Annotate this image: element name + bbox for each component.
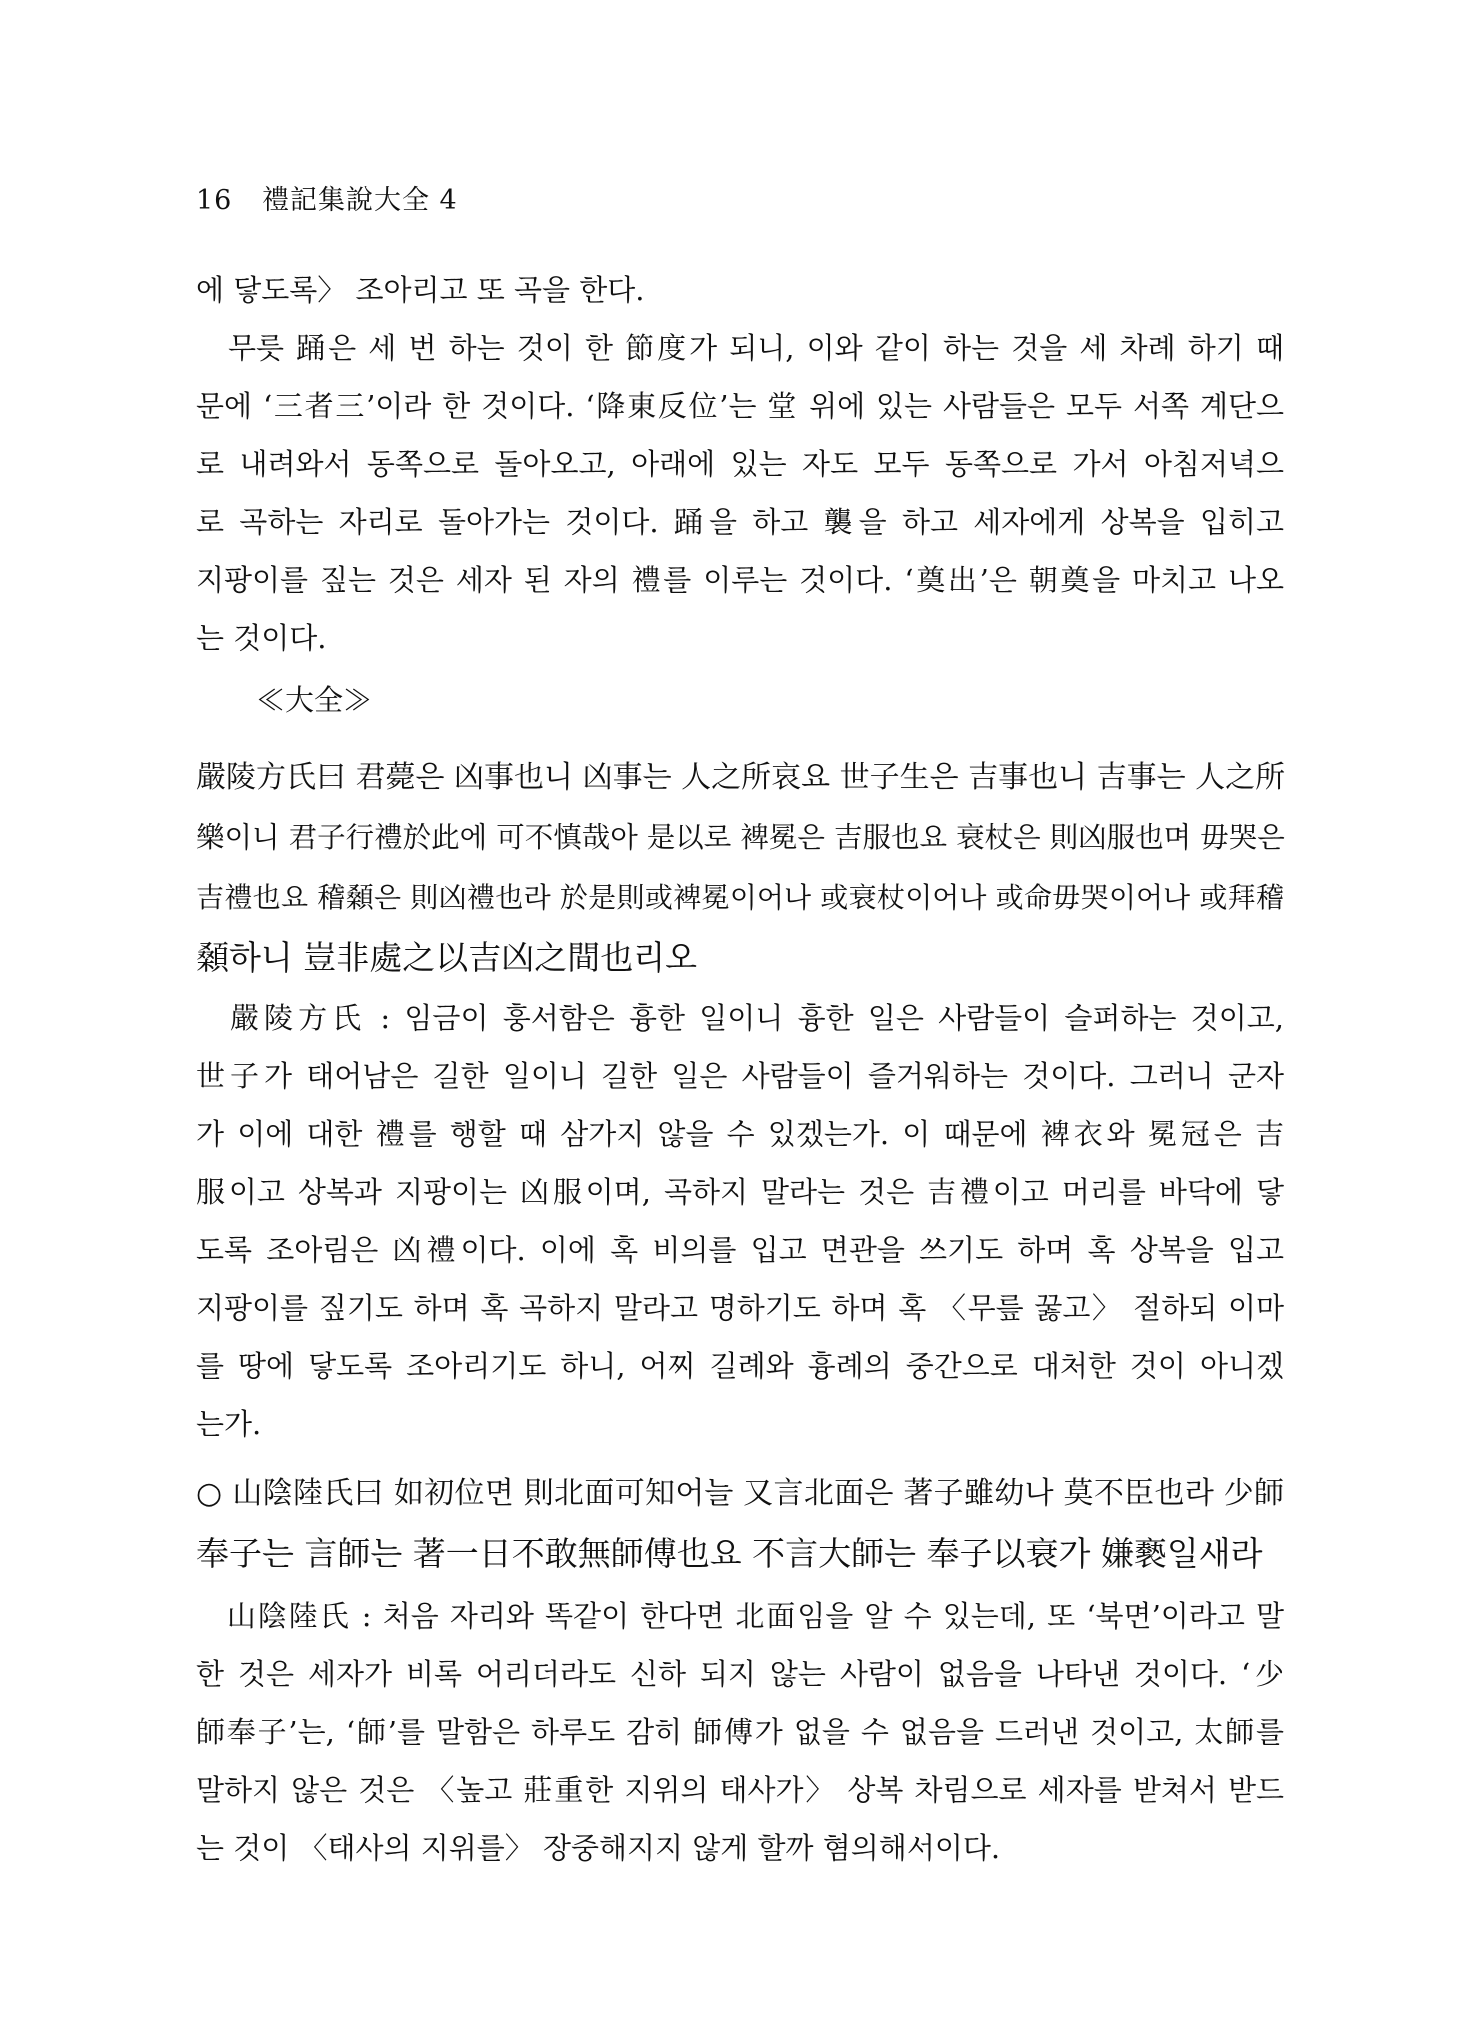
book-title: 禮記集說大全 4	[261, 185, 458, 216]
original-text-line: 吉禮也요 稽顙은 則凶禮也라 於是則或裨冕이어나 或衰杖이어나 或命毋哭이어나 或拜稽	[196, 881, 1284, 914]
text-line: 로 내려와서 동쪽으로 돌아오고, 아래에 있는 자도 모두 동쪽으로 가서 아침저녁으	[196, 447, 1284, 481]
section-heading: ≪大全≫	[256, 683, 373, 717]
text-line: 는가.	[196, 1407, 262, 1441]
text-line: 말하지 않은 것은 〈높고 莊重한 지위의 태사가〉 상복 차림으로 세자를 받쳐서 받드	[196, 1773, 1284, 1807]
original-text-line: 嚴陵方氏曰 君薨은 凶事也니 凶事는 人之所哀요 世子生은 吉事也니 吉事는 人之所	[196, 760, 1286, 795]
original-text-line: 樂이니 君子行禮於此에 可不慎哉아 是以로 裨冕은 吉服也요 衰杖은 則凶服也며 毋哭은	[196, 821, 1285, 854]
original-text-line: 顙하니 豈非處之以吉凶之間也리오	[196, 938, 698, 977]
text-line: 지팡이를 짚는 것은 세자 된 자의 禮를 이루는 것이다. ‘奠出’은 朝奠을 마치고 나오	[196, 563, 1284, 597]
text-line: 를 땅에 닿도록 조아리기도 하니, 어찌 길례와 흉례의 중간으로 대처한 것이 아니겠	[196, 1349, 1284, 1383]
text-line: 로 곡하는 자리로 돌아가는 것이다. 踊을 하고 襲을 하고 세자에게 상복을 입히고	[196, 505, 1284, 539]
text-line: 嚴陵方氏 : 임금이 훙서함은 흉한 일이니 흉한 일은 사람들이 슬퍼하는 것이고,	[196, 1001, 1284, 1035]
original-text-line: 奉子는 言師는 著一日不敢無師傅也요 不言大師는 奉子以衰가 嫌褻일새라	[196, 1534, 1263, 1573]
text-line: 師奉子’는, ‘師’를 말함은 하루도 감히 師傅가 없을 수 없음을 드러낸 것이고, 太師를	[196, 1715, 1284, 1749]
text-line: 도록 조아림은 凶禮이다. 이에 혹 비의를 입고 면관을 쓰기도 하며 혹 상복을 입고	[196, 1233, 1284, 1267]
text-line: 는 것이다.	[196, 621, 327, 655]
text-line: 에 닿도록〉 조아리고 또 곡을 한다.	[196, 273, 645, 307]
running-header	[196, 178, 458, 217]
text-line: 문에 ‘三者三’이라 한 것이다. ‘降東反位’는 堂 위에 있는 사람들은 모두 서쪽 계단으	[196, 389, 1284, 423]
text-line: 는 것이 〈태사의 지위를〉 장중해지지 않게 할까 혐의해서이다.	[196, 1831, 1001, 1865]
original-text-line: ○ 山陰陸氏曰 如初位면 則北面可知어늘 又言北面은 著子雖幼나 莫不臣也라 少師	[196, 1476, 1284, 1511]
text-line: 한 것은 세자가 비록 어리더라도 신하 되지 않는 사람이 없음을 나타낸 것이다. ‘少	[196, 1657, 1284, 1691]
page-number: 16	[196, 185, 233, 216]
text-line: 山陰陸氏 : 처음 자리와 똑같이 한다면 北面임을 알 수 있는데, 또 ‘북면’이라고 말	[196, 1599, 1284, 1633]
text-line: 가 이에 대한 禮를 행할 때 삼가지 않을 수 있겠는가. 이 때문에 裨衣와 冕冠은 吉	[196, 1117, 1284, 1151]
text-line: 世子가 태어남은 길한 일이니 길한 일은 사람들이 즐거워하는 것이다. 그러니 군자	[196, 1059, 1284, 1093]
text-line: 服이고 상복과 지팡이는 凶服이며, 곡하지 말라는 것은 吉禮이고 머리를 바닥에 닿	[196, 1175, 1284, 1209]
text-line: 지팡이를 짚기도 하며 혹 곡하지 말라고 명하기도 하며 혹 〈무릎 꿇고〉 절하되 이마	[196, 1291, 1284, 1325]
text-line: 무릇 踊은 세 번 하는 것이 한 節度가 되니, 이와 같이 하는 것을 세 차례 하기 때	[196, 331, 1284, 365]
